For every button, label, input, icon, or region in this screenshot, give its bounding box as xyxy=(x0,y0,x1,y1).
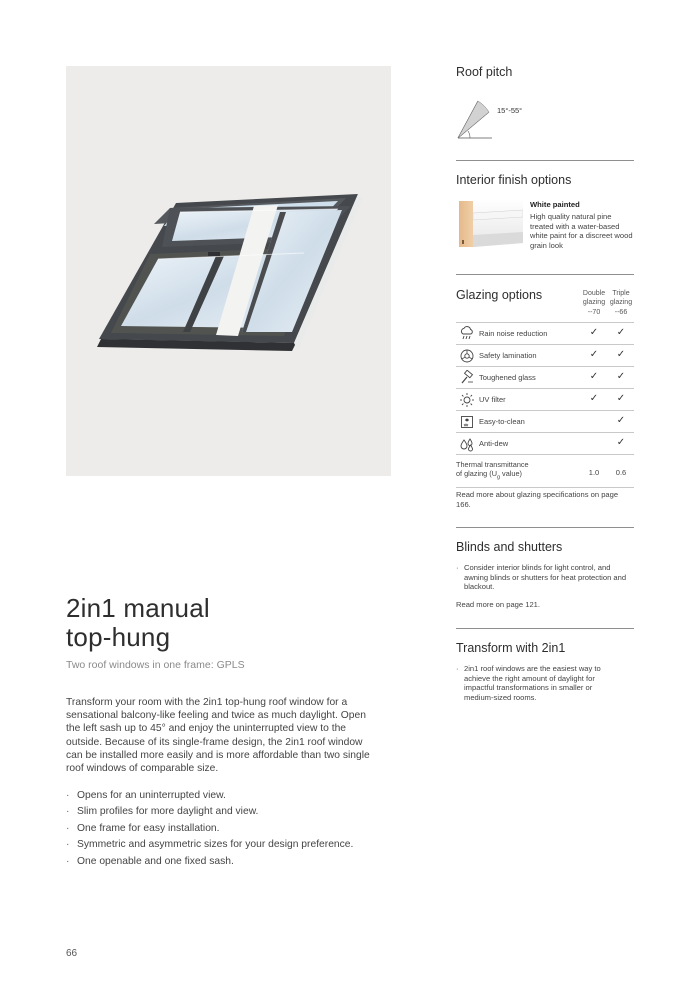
double-glazing-header-line2: glazing xyxy=(582,299,606,306)
blinds-read-more: Read more on page 121. xyxy=(456,600,541,609)
section-divider xyxy=(456,527,634,528)
finish-name: White painted xyxy=(530,200,580,209)
roof-pitch-heading: Roof pitch xyxy=(456,65,513,79)
section-divider xyxy=(456,274,634,275)
blinds-list xyxy=(456,563,634,592)
page-number: 66 xyxy=(66,948,78,959)
roof-pitch-icon xyxy=(456,98,496,140)
glazing-row-anti-dew xyxy=(456,432,634,455)
glazing-row-label: Toughened glass xyxy=(479,373,536,382)
glazing-heading: Glazing options xyxy=(456,288,543,302)
blinds-bullet: · Consider interior blinds for light control, and awning blinds or shutters for heat protection and blackout. xyxy=(456,563,634,592)
glazing-row-label: Easy-to-clean xyxy=(479,417,525,426)
triple-glazing-header-line1: Triple xyxy=(612,290,630,297)
section-divider xyxy=(456,160,634,161)
feature-item: · Slim profiles for more daylight and view. xyxy=(66,804,386,820)
section-divider xyxy=(456,628,634,629)
glazing-row-label: UV filter xyxy=(479,395,506,404)
glazing-row-uv-filter xyxy=(456,388,634,411)
product-subtitle: Two roof windows in one frame: GPLS xyxy=(66,659,245,671)
blinds-heading: Blinds and shutters xyxy=(456,540,563,554)
roof-pitch-range: 15°-55° xyxy=(497,106,523,115)
triple-glazing-code: --66 xyxy=(614,309,628,316)
double-glazing-header xyxy=(579,289,609,307)
glazing-row-label: Anti-dew xyxy=(479,439,509,448)
easy-clean-icon xyxy=(459,414,475,430)
hammer-icon xyxy=(459,370,475,386)
feature-item: · One openable and one fixed sash. xyxy=(66,854,386,870)
feature-item: · One frame for easy installation. xyxy=(66,821,386,837)
thermal-label-subscript: g xyxy=(496,474,501,481)
triple-glazing-check: ✓ xyxy=(616,415,626,426)
double-glazing-header-line1: Double xyxy=(582,290,606,297)
intro-paragraph: Transform your room with the 2in1 top-hung roof window for a sensational balcony-like feeling and twice as much daylight. Open the left sash up to 45° and enjoy the uninterrupted view to the outside. Because of its single-frame design, the 2in1 roof window can be installed more easily and is more affordable than two single roof windows of comparable size. xyxy=(66,697,370,775)
roof-window-illustration xyxy=(66,66,391,476)
triple-glazing-header xyxy=(606,289,636,307)
triple-glazing-check: ✓ xyxy=(616,349,626,360)
thermal-label-suffix: value) xyxy=(500,469,522,478)
interior-finish-heading: Interior finish options xyxy=(456,173,572,187)
product-title xyxy=(66,594,210,652)
double-glazing-code: --70 xyxy=(587,309,601,316)
glazing-read-more: Read more about glazing specifications on page 166. xyxy=(456,490,619,509)
transform-list xyxy=(456,664,616,702)
glazing-row-label: Safety lamination xyxy=(479,351,537,360)
droplets-icon xyxy=(459,436,475,452)
thermal-label-line2 xyxy=(456,469,566,482)
transform-bullet: · 2in1 roof windows are the easiest way to achieve the right amount of daylight for impactful transformations in smaller or medium-sized rooms. xyxy=(456,664,616,702)
triple-glazing-check: ✓ xyxy=(616,327,626,338)
white-painted-swatch xyxy=(459,197,523,249)
double-glazing-check: ✓ xyxy=(589,393,599,404)
triple-glazing-header-line2: glazing xyxy=(609,299,633,306)
thermal-transmittance-row xyxy=(456,454,634,488)
thermal-label-line1: Thermal transmittance xyxy=(456,460,529,469)
product-title-line2: top-hung xyxy=(66,622,171,652)
double-glazing-check: ✓ xyxy=(589,327,599,338)
transform-heading: Transform with 2in1 xyxy=(456,641,566,655)
finish-description: High quality natural pine treated with a water-based white paint for a discreet wood grain look xyxy=(530,212,633,250)
triple-glazing-check: ✓ xyxy=(616,371,626,382)
feature-list xyxy=(66,788,386,870)
thermal-value-triple: 0.6 xyxy=(615,468,627,477)
thermal-value-double: 1.0 xyxy=(588,468,600,477)
glazing-row-rain-noise xyxy=(456,322,634,345)
double-glazing-check: ✓ xyxy=(589,371,599,382)
safety-lamination-icon xyxy=(459,348,475,364)
glazing-row-label: Rain noise reduction xyxy=(479,329,548,338)
triple-glazing-check: ✓ xyxy=(616,393,626,404)
product-title-line1: 2in1 manual xyxy=(66,593,210,623)
triple-glazing-check: ✓ xyxy=(616,437,626,448)
glazing-row-toughened-glass xyxy=(456,366,634,389)
product-photo xyxy=(66,66,391,476)
glazing-row-safety-lamination xyxy=(456,344,634,367)
thermal-transmittance-label xyxy=(456,460,566,482)
glazing-row-easy-to-clean xyxy=(456,410,634,433)
sun-icon xyxy=(459,392,475,408)
double-glazing-check: ✓ xyxy=(589,349,599,360)
feature-item: · Symmetric and asymmetric sizes for your design preference. xyxy=(66,837,386,853)
thermal-label-prefix: of glazing (U xyxy=(456,469,497,478)
feature-item: · Opens for an uninterrupted view. xyxy=(66,788,386,804)
rain-icon xyxy=(459,326,475,342)
